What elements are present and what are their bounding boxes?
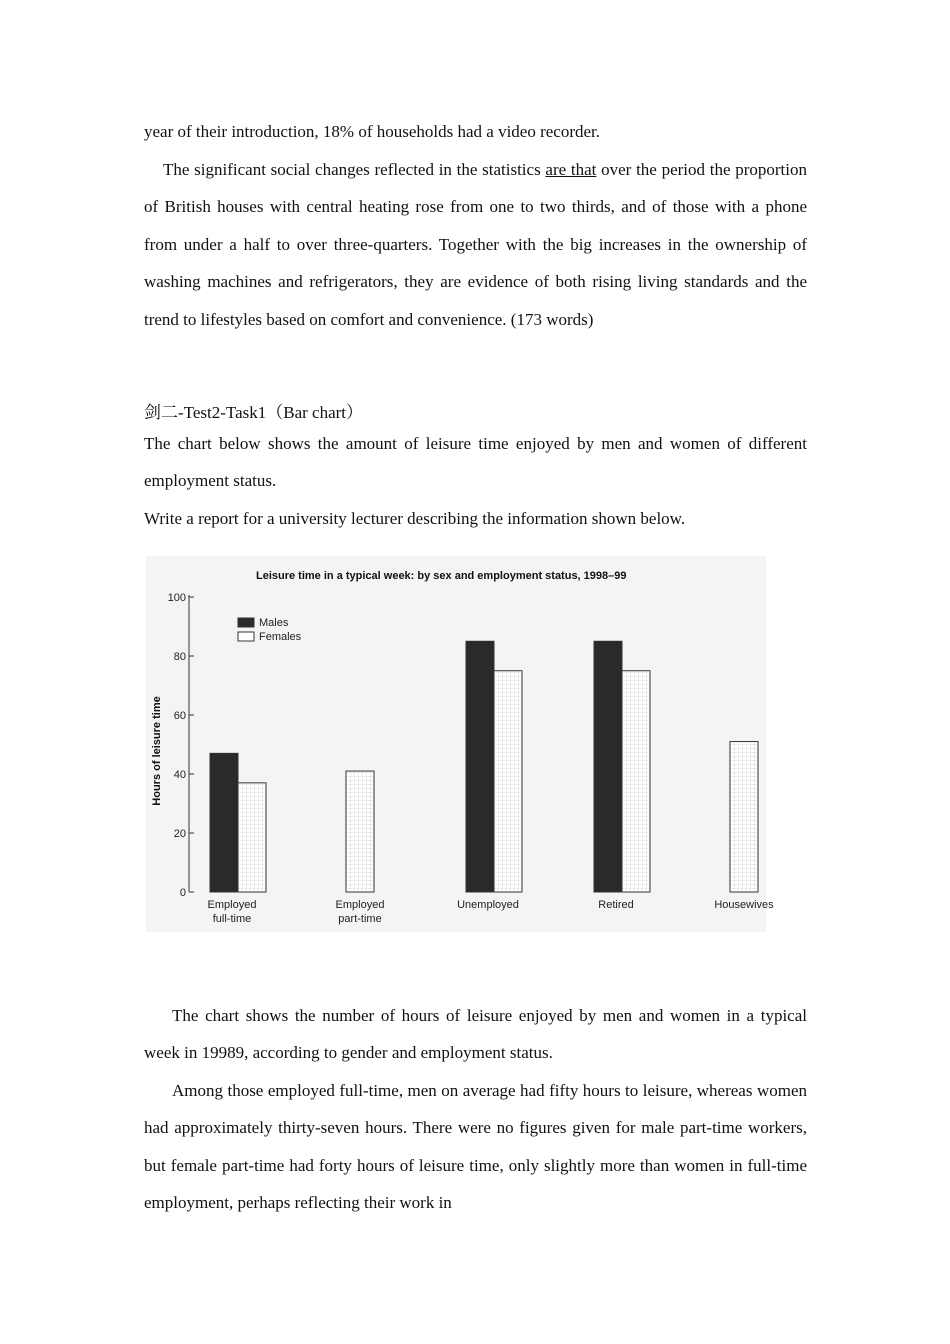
- y-axis-label: Hours of leisure time: [151, 696, 163, 806]
- x-tick-label: Employed: [207, 899, 257, 911]
- legend-label-females: Females: [259, 631, 302, 643]
- bar-females: [346, 771, 374, 892]
- x-tick-label: Unemployed: [457, 899, 519, 911]
- task-instruction: Write a report for a university lecturer describing the information shown below.: [144, 509, 686, 528]
- chart-layer: [168, 592, 775, 925]
- y-tick-label: 60: [173, 710, 186, 722]
- x-tick-label: full-time: [212, 913, 252, 925]
- answer-paragraph-2: [144, 1072, 807, 1222]
- paragraph-1: [144, 113, 807, 150]
- x-tick-label: part-time: [338, 913, 382, 925]
- legend-swatch-males: [238, 618, 254, 627]
- paragraph-2-start: The significant social changes reflected in the statistics: [163, 160, 546, 179]
- legend-swatch-females: [238, 632, 254, 641]
- task-prompt-text: The chart below shows the amount of leisure time enjoyed by men and women of different employment status.: [144, 434, 807, 491]
- paragraph-1-text: year of their introduction, 18% of households had a video recorder.: [144, 122, 601, 141]
- underlined-phrase: are that: [545, 160, 597, 179]
- answer-paragraph-1-text: The chart shows the number of hours of leisure enjoyed by men and women in a typical week in 19989, according to gender and employment status.: [144, 1006, 807, 1063]
- x-tick-label: Employed: [335, 899, 385, 911]
- chart-title: Leisure time in a typical week: by sex and employment status, 1998–99: [256, 570, 627, 582]
- bar-females: [622, 671, 650, 892]
- bar-chart: [146, 556, 774, 932]
- y-tick-label: 0: [179, 887, 186, 899]
- bar-females: [238, 783, 266, 892]
- y-tick-label: 100: [167, 592, 186, 604]
- x-tick-label: Housewives: [714, 899, 774, 911]
- bar-males: [594, 641, 622, 892]
- task-prompt: [144, 425, 807, 500]
- x-tick-label: Retired: [598, 899, 634, 911]
- section-heading: 剑二-Test2-Task1（Bar chart）: [144, 403, 364, 422]
- y-tick-label: 40: [173, 769, 186, 781]
- paragraph-2-rest: over the period the proportion of British houses with central heating rose from one to two thirds, and of those with a phone from under a half to over three-quarters. Together with the big increases in the ownership of washing machines and refrigerators, they are evidence of both rising living standards and the trend to lifestyles based on comfort and convenience. (173 words): [144, 160, 807, 329]
- bar-females: [494, 671, 522, 892]
- answer-paragraph-2-text: Among those employed full-time, men on average had fifty hours to leisure, whereas women had approximately thirty-seven hours. There were no figures given for male part-time workers, but female part-time had forty hours of leisure time, only slightly more than women in full-time employment, perhaps reflecting their work in: [144, 1081, 807, 1213]
- bar-males: [210, 753, 238, 892]
- legend-label-males: Males: [259, 617, 289, 629]
- bar-females: [730, 742, 758, 892]
- y-tick-label: 80: [173, 651, 186, 663]
- chart-svg: [146, 556, 774, 932]
- answer-paragraph-1: [144, 997, 807, 1072]
- bar-males: [466, 641, 494, 892]
- y-tick-label: 20: [173, 828, 186, 840]
- paragraph-2: [144, 151, 807, 338]
